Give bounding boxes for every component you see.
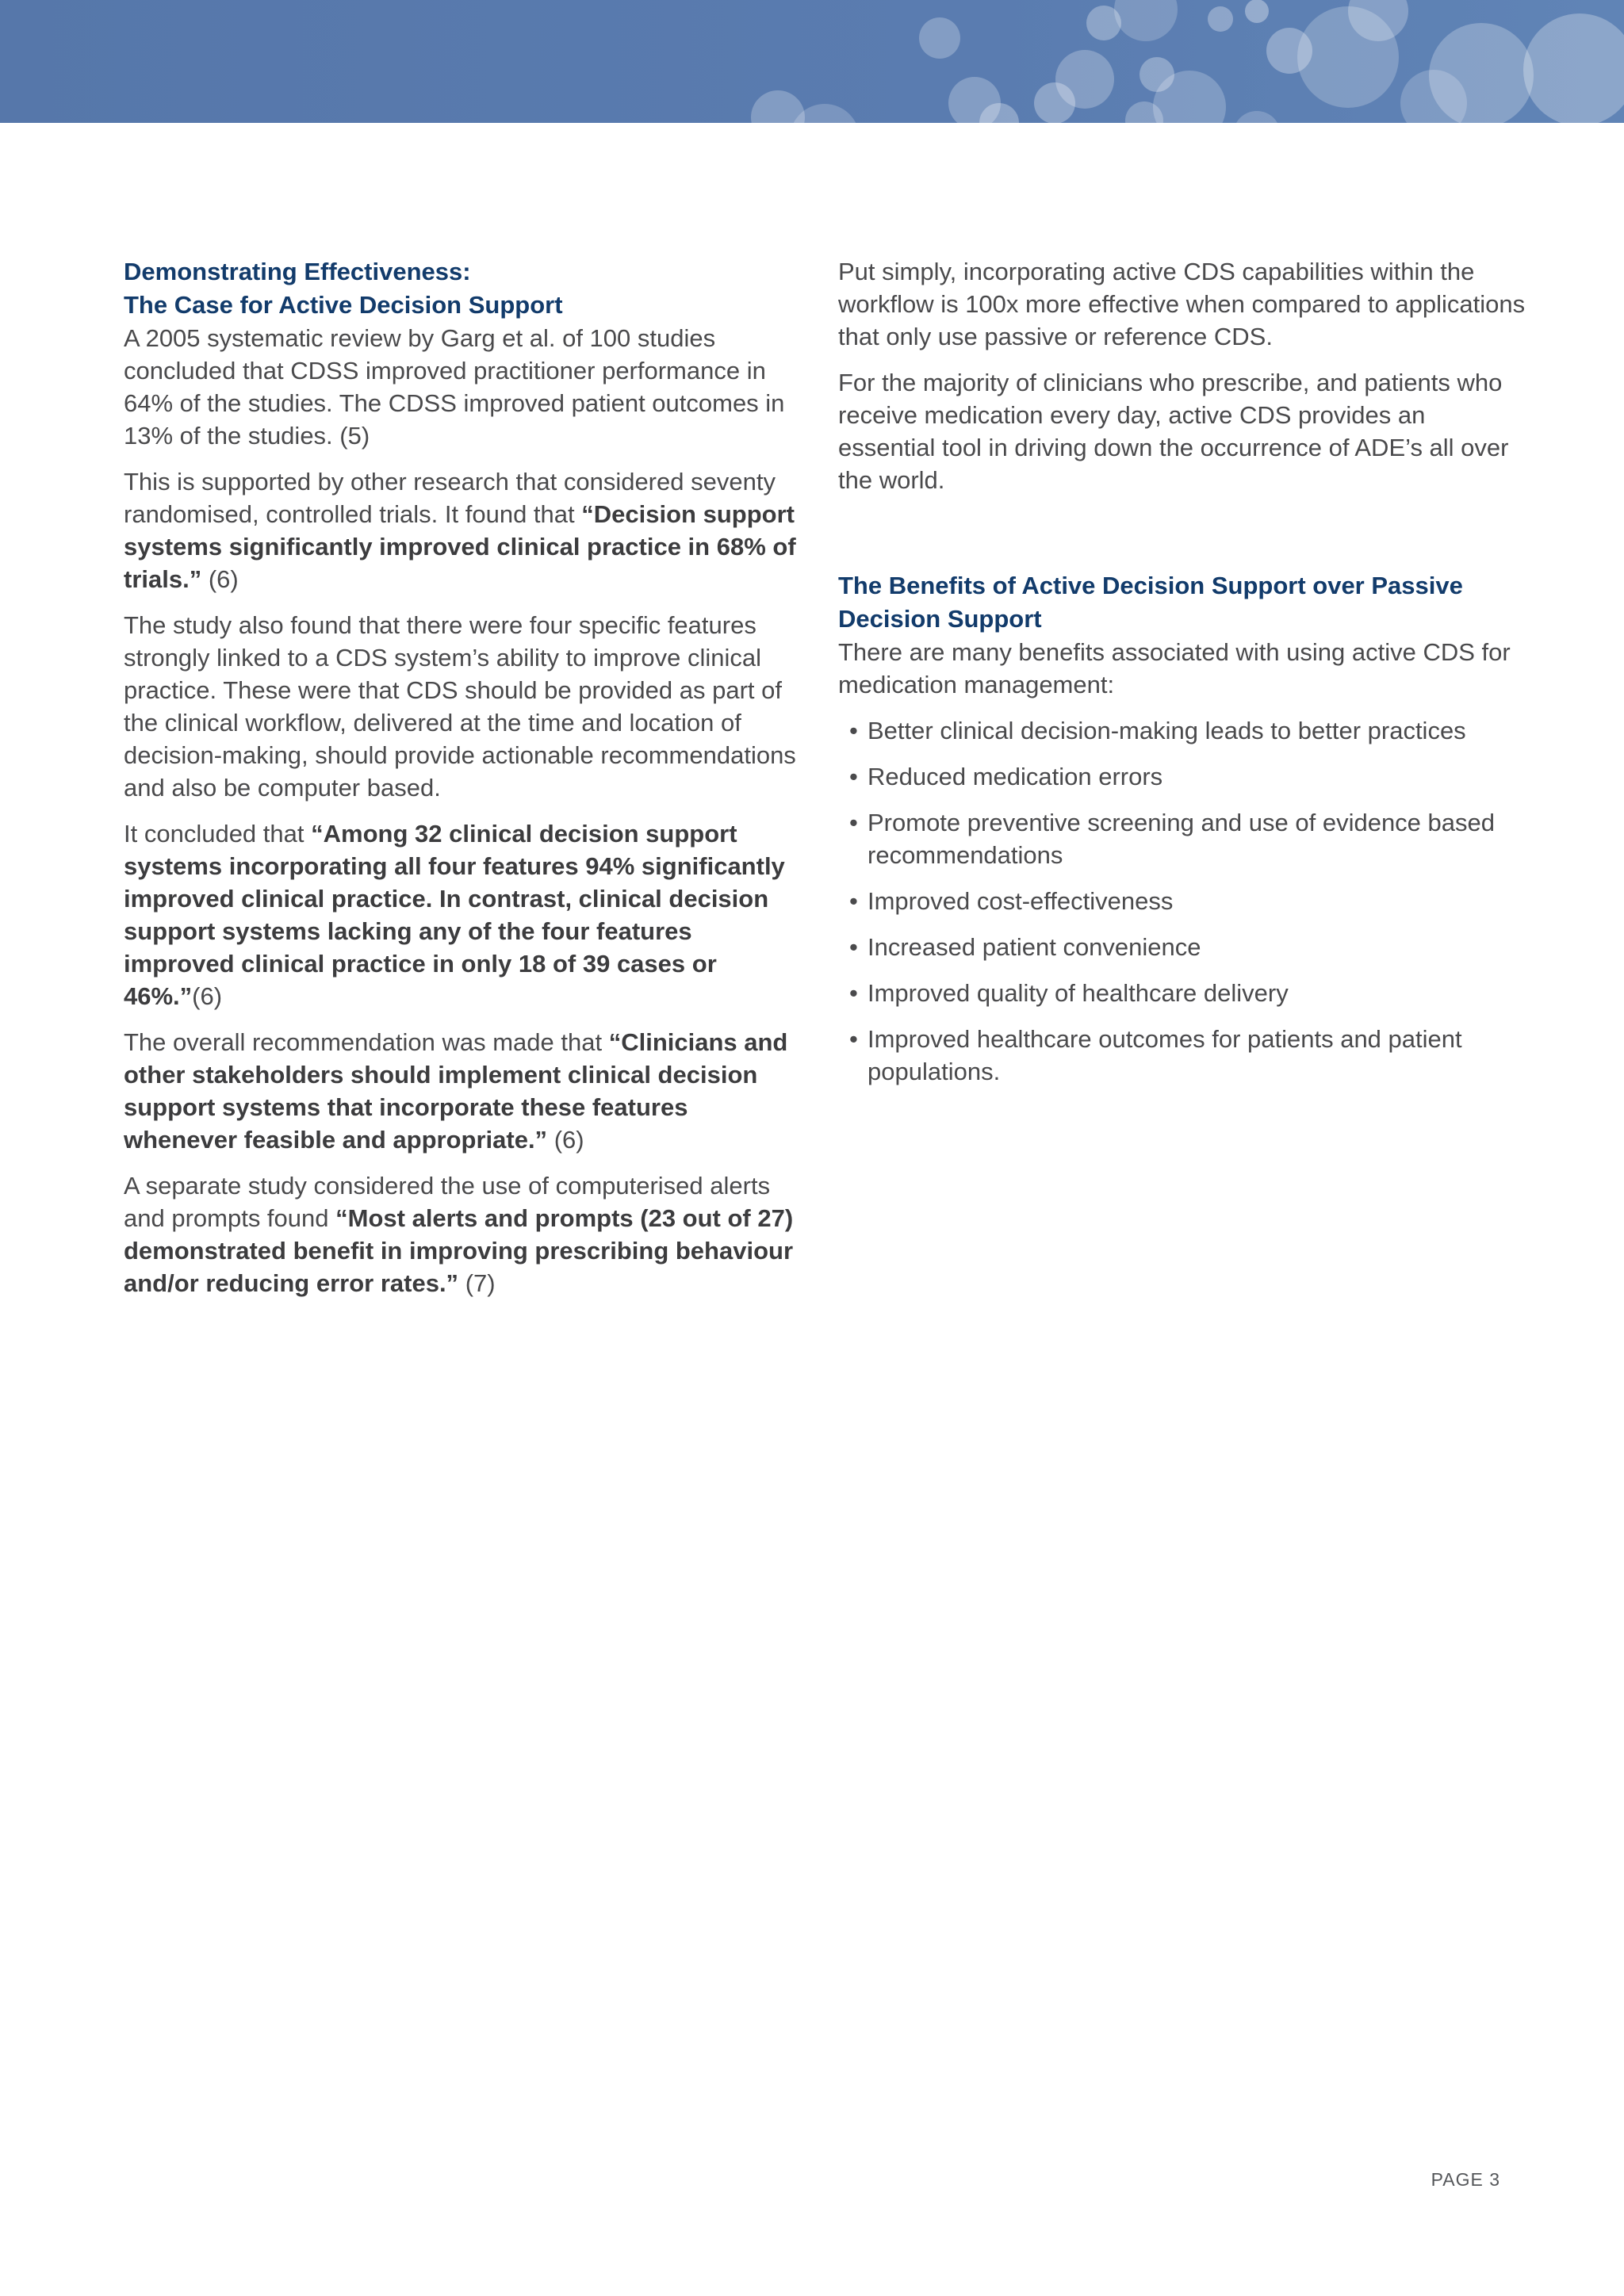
list-item: • Improved cost-effectiveness [849,885,1528,917]
conclusion-ref: (6) [192,982,223,1010]
bubble-decoration [0,0,1624,123]
recommendation-quote: “Clinicians and other stakeholders should implement clinical decision support systems that incorporate these features whenever feasible and appropriate.” [124,1028,788,1154]
left-column [124,255,802,1313]
list-item: • Reduced medication errors [849,760,1528,793]
list-item: • Promote preventive screening and use of evidence based recommendations [849,806,1528,871]
effectiveness-heading-line1: Demonstrating Effectiveness: [124,258,471,285]
conclusion-quote: “Among 32 clinical decision support systems incorporating all four features 94% significantly improved clinical practice. In contrast, clinical decision support systems lacking any of the four features improved clinical practice in only 18 of 39 cases or 46%.” [124,820,785,1010]
alerts-study-text: A separate study considered the use of computerised alerts and prompts found [124,1172,771,1232]
benefits-intro: There are many benefits associated with using active CDS for medication management: [838,638,1511,698]
effectiveness-heading [124,255,802,322]
recommendation-ref: (6) [553,1126,584,1154]
seventy-trials-ref: (6) [208,565,239,593]
garg-review-paragraph: A 2005 systematic review by Garg et al. of 100 studies concluded that CDSS improved practitioner performance in 64% of the studies. The CDSS improved patient outcomes in 13% of the studies. (5) [124,324,785,450]
list-item: • Improved healthcare outcomes for patients and patient populations. [849,1023,1528,1088]
alerts-study-quote: “Most alerts and prompts (23 out of 27) demonstrated benefit in improving prescribing behaviour and/or reducing error rates.” [124,1204,794,1297]
list-item: • Increased patient convenience [849,931,1528,963]
benefits-heading-line1: The Benefits of Active Decision Support over Passive [838,572,1463,599]
benefits-list [838,714,1528,1088]
put-simply-paragraph: Put simply, incorporating active CDS capabilities within the workflow is 100x more effective when compared to applications that only use passive or reference CDS. [838,258,1526,350]
list-item: • Improved quality of healthcare delivery [849,977,1528,1009]
recommendation-text: The overall recommendation was made that [124,1028,603,1056]
right-column [838,255,1528,1101]
alerts-study-ref: (7) [465,1269,496,1297]
four-features-paragraph: The study also found that there were four specific features strongly linked to a CDS system’s ability to improve clinical practice. These were that CDS should be provided as part of the clinical workflow, delivered at the time and location of decision-making, should provide actionable recommendations and also be computer based. [124,611,796,802]
conclusion-paragraph [124,817,802,1012]
alerts-study-paragraph [124,1169,802,1299]
recommendation-paragraph [124,1026,802,1156]
seventy-trials-text: This is supported by other research that considered seventy randomised, controlled trials. It found that [124,468,776,528]
benefits-heading-line2: Decision Support [838,605,1042,633]
benefits-heading [838,569,1528,636]
header-banner [0,0,1624,123]
seventy-trials-quote: “Decision support systems significantly improved clinical practice in 68% of trials.” [124,500,796,593]
page-number: PAGE 3 [1431,2169,1500,2190]
seventy-trials-paragraph [124,465,802,595]
effectiveness-heading-line2: The Case for Active Decision Support [124,291,563,319]
majority-clinicians-paragraph: For the majority of clinicians who prescribe, and patients who receive medication every day, active CDS provides an essential tool in driving down the occurrence of ADE’s all over the world. [838,369,1509,494]
conclusion-text: It concluded that [124,820,304,848]
list-item: • Better clinical decision-making leads to better practices [849,714,1528,747]
